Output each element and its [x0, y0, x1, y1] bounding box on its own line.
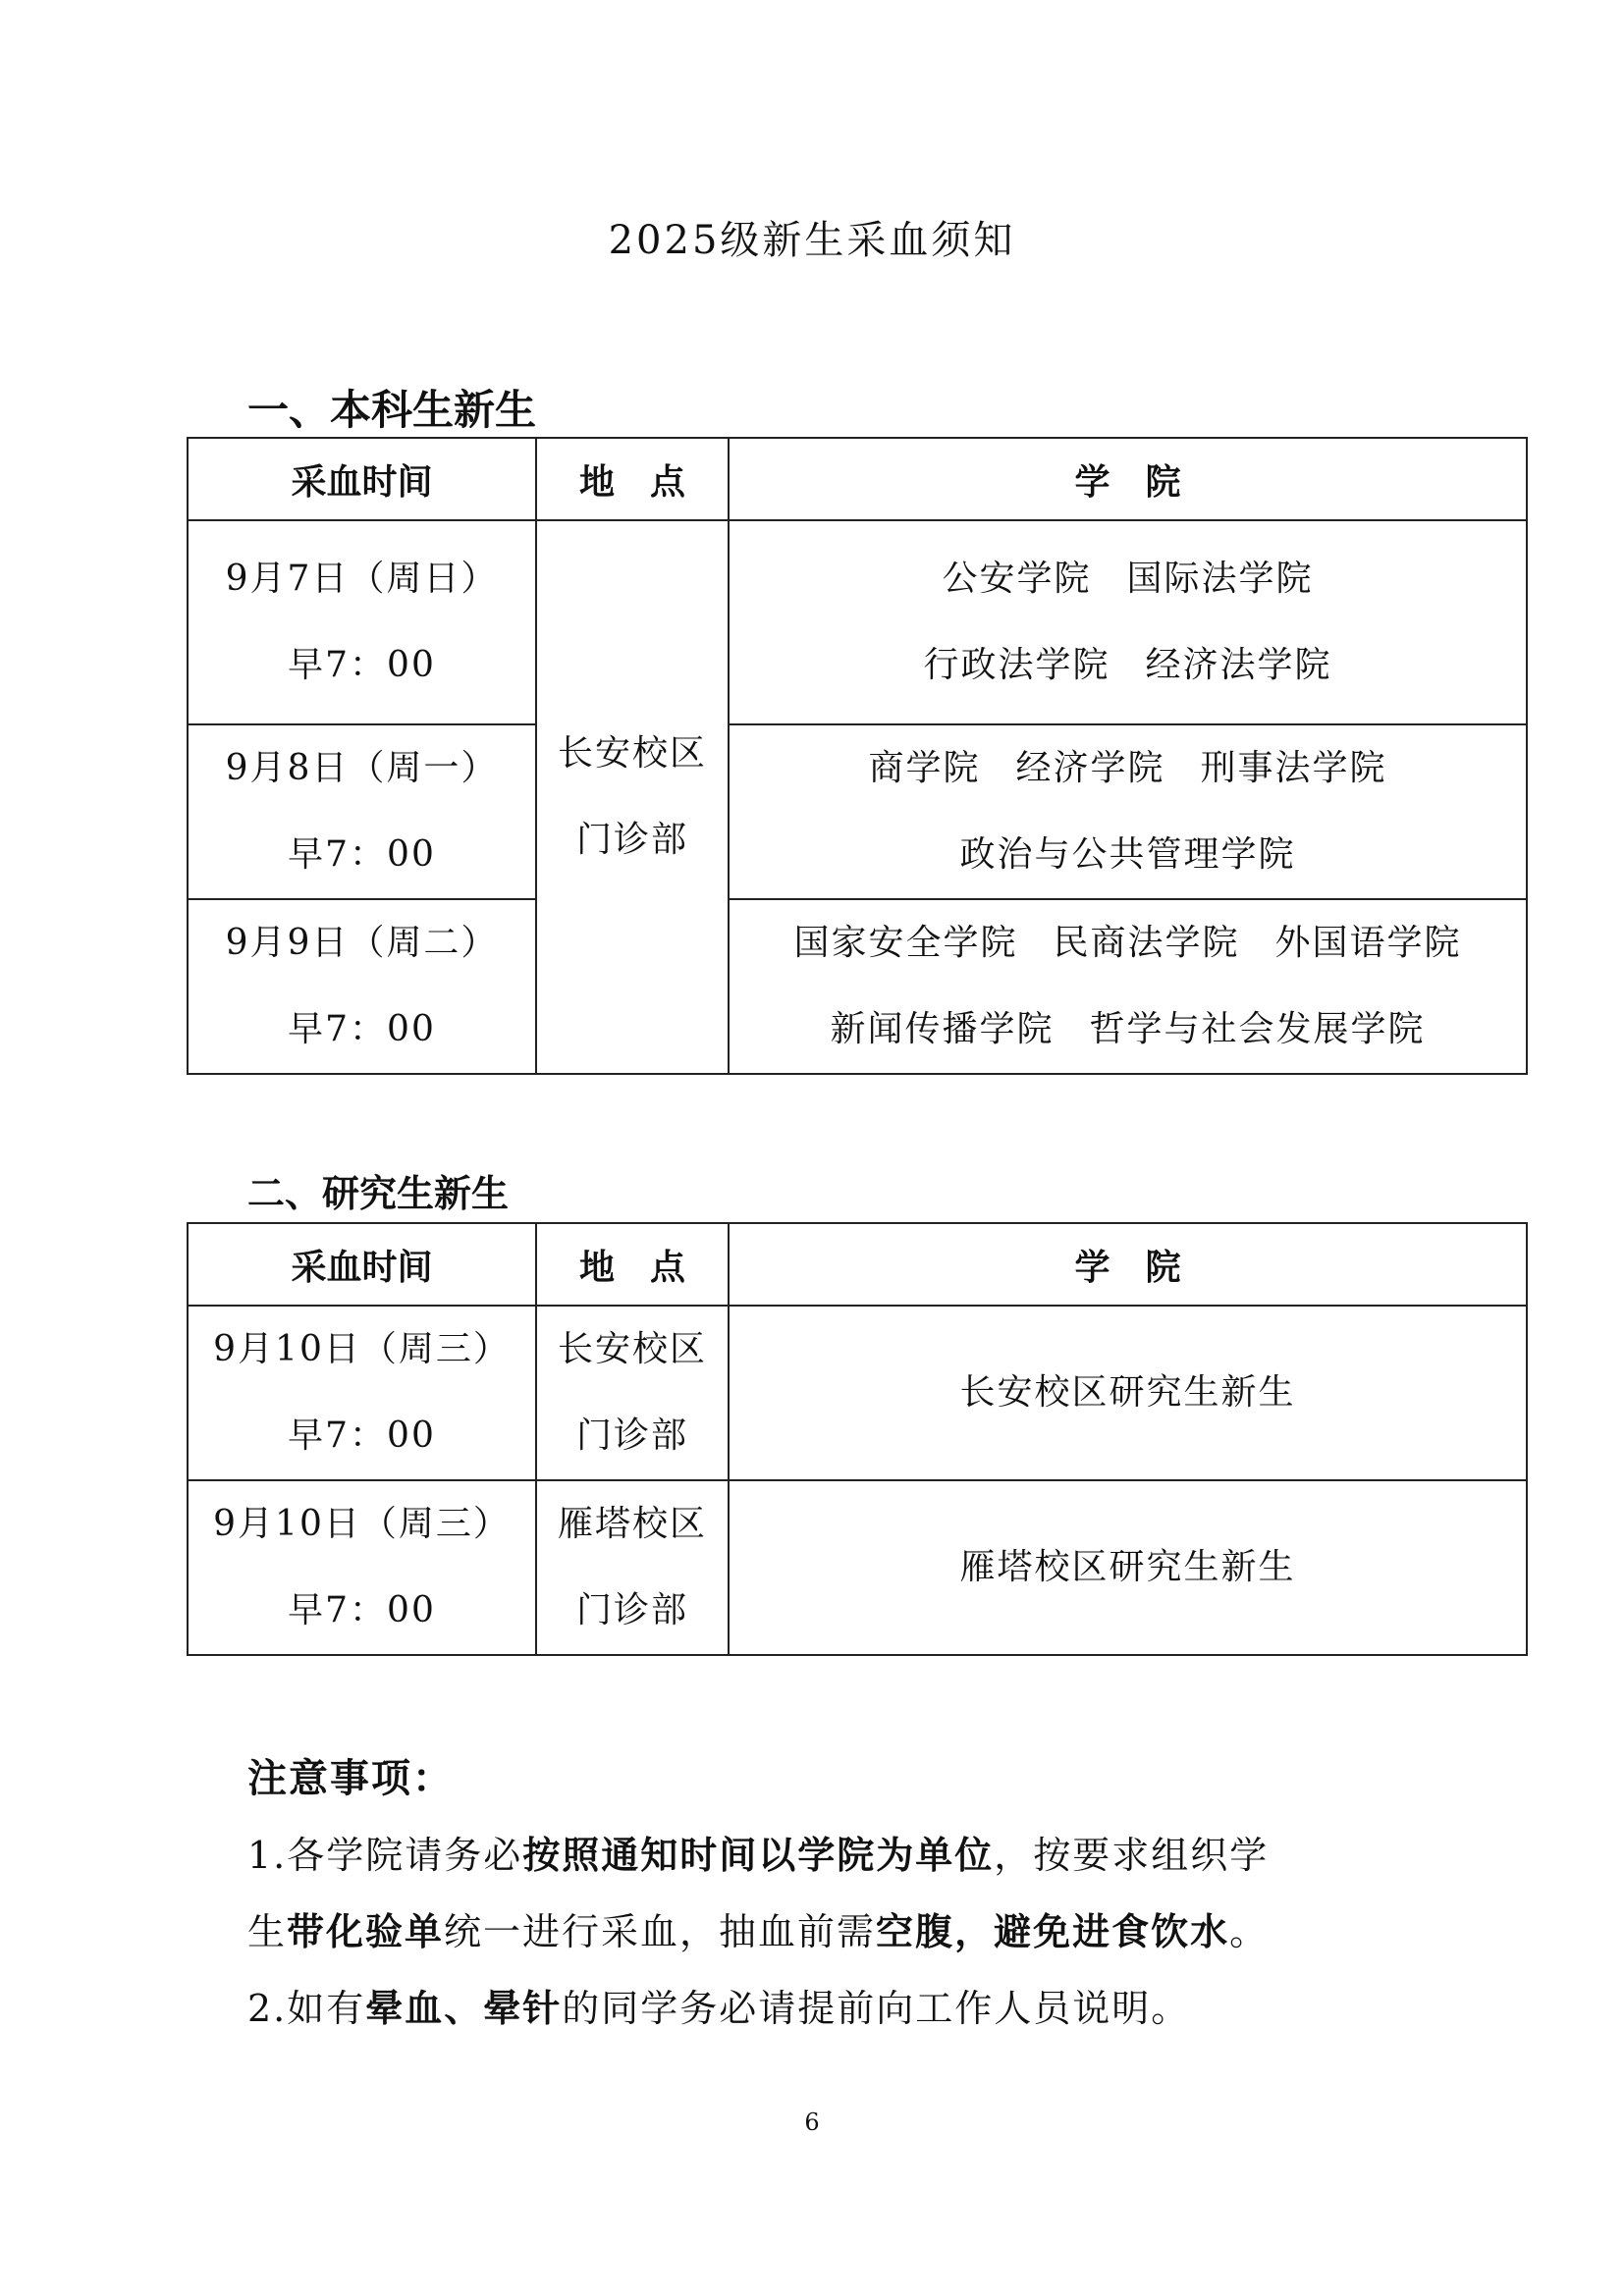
note-emphasis: 空腹: [876, 1910, 955, 1953]
date-text: 9月10日（周三）: [213, 1504, 511, 1544]
college-name: 经济学院: [1015, 748, 1165, 788]
table-row: [188, 1480, 1527, 1655]
time-text: 早7：00: [288, 1009, 436, 1049]
place-line: 长安校区: [557, 733, 707, 774]
time-cell: [188, 1480, 536, 1655]
note-text: ，按要求组织学: [994, 1834, 1270, 1877]
time-text: 早7：00: [288, 1590, 436, 1630]
place-line: 长安校区: [557, 1329, 707, 1369]
section-heading-undergraduate: 一、本科生新生: [247, 386, 537, 434]
note-item-2: [247, 1970, 1426, 2047]
college-cell: [729, 520, 1527, 724]
note-text: 的同学务必请提前向工作人员说明。: [562, 1987, 1191, 2030]
date-text: 9月8日（周一）: [225, 748, 499, 788]
note-emphasis: 按照通知时间以学院为单位: [522, 1834, 995, 1877]
place-line: 门诊部: [575, 1415, 688, 1456]
section-heading-graduate: 二、研究生新生: [247, 1172, 510, 1215]
header-place: 地 点: [536, 1223, 729, 1306]
date-text: 9月9日（周二）: [225, 923, 499, 963]
time-text: 早7：00: [288, 834, 436, 875]
header-college: 学 院: [729, 438, 1527, 520]
note-text: 统一进行采血，抽血前需: [444, 1910, 877, 1953]
college-cell: [729, 899, 1527, 1074]
graduate-schedule-table: [187, 1222, 1528, 1656]
college-name: 经济法学院: [1145, 645, 1332, 685]
place-cell: [536, 1306, 729, 1480]
college-name: 外国语学院: [1274, 923, 1462, 963]
college-name: 民商法学院: [1053, 923, 1240, 963]
note-text: 2.如有: [247, 1987, 366, 2030]
college-cell: 长安校区研究生新生: [729, 1306, 1527, 1480]
document-title: 2025级新生采血须知: [608, 218, 1016, 263]
college-name: 政治与公共管理学院: [959, 834, 1296, 875]
header-time: 采血时间: [188, 1223, 536, 1306]
time-cell: [188, 520, 536, 724]
table-row: [188, 1306, 1527, 1480]
college-cell: [729, 724, 1527, 899]
undergraduate-schedule-table: [187, 437, 1528, 1075]
college-name: 刑事法学院: [1200, 748, 1387, 788]
college-name: 哲学与社会发展学院: [1089, 1009, 1426, 1049]
header-time: 采血时间: [188, 438, 536, 520]
college-name: 行政法学院: [923, 645, 1110, 685]
college-name: 公安学院: [942, 559, 1092, 599]
note-item-1-line-2: [247, 1894, 1426, 1970]
place-cell: [536, 520, 729, 1074]
place-line: 门诊部: [575, 820, 688, 860]
note-emphasis: 避免进食饮水: [994, 1910, 1230, 1953]
note-item-1-line-1: [247, 1817, 1426, 1894]
page-number: 6: [804, 2109, 820, 2136]
time-text: 早7：00: [288, 1415, 436, 1456]
college-name: 新闻传播学院: [830, 1009, 1055, 1049]
date-text: 9月10日（周三）: [213, 1329, 511, 1369]
notes-title: 注意事项：: [247, 1756, 454, 1801]
table-row: [188, 899, 1527, 1074]
header-place: 地 点: [536, 438, 729, 520]
notes-section: [247, 1747, 1426, 2047]
college-name: 商学院: [868, 748, 981, 788]
place-line: 雁塔校区: [557, 1504, 707, 1544]
college-name: 国家安全学院: [793, 923, 1018, 963]
college-cell: 雁塔校区研究生新生: [729, 1480, 1527, 1655]
note-text: 。: [1229, 1910, 1270, 1953]
college-name: 国际法学院: [1126, 559, 1314, 599]
time-cell: [188, 899, 536, 1074]
time-cell: [188, 724, 536, 899]
table-row: [188, 724, 1527, 899]
time-text: 早7：00: [288, 645, 436, 685]
note-emphasis: 带化验单: [287, 1910, 445, 1953]
table-header-row: [188, 438, 1527, 520]
note-punctuation: ，: [954, 1910, 995, 1953]
place-cell: [536, 1480, 729, 1655]
note-text: 生: [247, 1910, 288, 1953]
table-header-row: [188, 1223, 1527, 1306]
time-cell: [188, 1306, 536, 1480]
note-text: 1.各学院请务必: [247, 1834, 523, 1877]
header-college: 学 院: [729, 1223, 1527, 1306]
table-row: [188, 520, 1527, 724]
place-line: 门诊部: [575, 1590, 688, 1630]
date-text: 9月7日（周日）: [225, 559, 499, 599]
note-emphasis: 晕血、晕针: [365, 1987, 563, 2030]
